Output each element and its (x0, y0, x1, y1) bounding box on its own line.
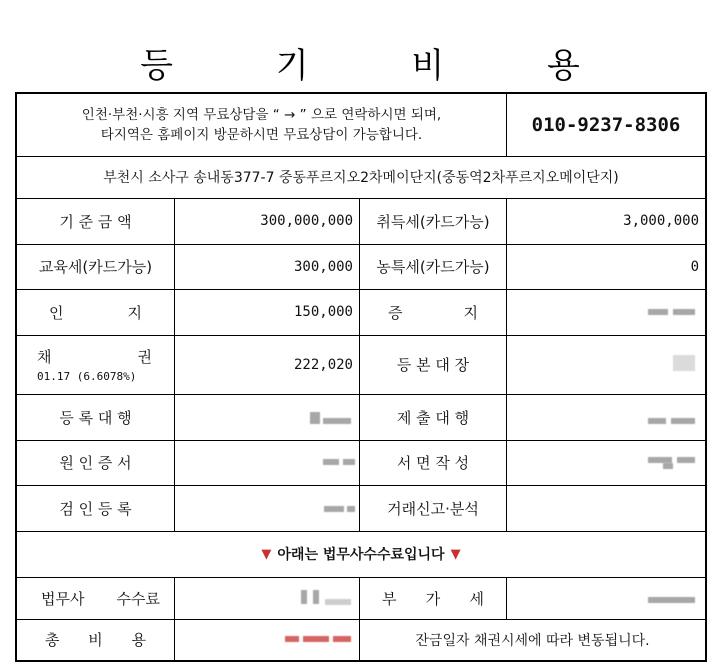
vat-label: 부 가 세 (360, 577, 507, 619)
seal-cert-label: 원 인 증 서 (17, 440, 175, 485)
total-row (17, 619, 705, 660)
submission-agent-value-redacted (507, 394, 705, 440)
table-row (17, 198, 705, 245)
phone-number[interactable]: 010-9237-8306 (531, 114, 681, 136)
total-note: 잔금일자 채권시세에 따라 변동됩니다. (415, 632, 650, 649)
page-title: 등 기 비 용 (140, 46, 626, 86)
bond-value: 222,020 (175, 335, 360, 394)
rural-tax-label: 농특세(카드가능) (360, 244, 507, 289)
copy-fee-label: 등 본 대 장 (360, 335, 507, 394)
notice-line-2: 타지역은 홈페이지 방문하시면 무료상담이 가능합니다. (100, 127, 423, 143)
fee-header-row (17, 531, 705, 578)
notice-line-1: 인천·부천·시흥 지역 무료상담을 “ → ” 으로 연락하시면 되며, (81, 107, 442, 123)
rural-tax-value: 0 (690, 258, 699, 275)
seal-cert-value-redacted (175, 440, 360, 485)
inspection-value-redacted (175, 485, 360, 531)
document-writing-value-redacted (507, 440, 705, 485)
table-row (17, 335, 705, 395)
acquisition-tax-value: 3,000,000 (623, 213, 699, 229)
notice-text (17, 94, 507, 156)
fee-header (17, 531, 705, 577)
transaction-report-label: 거래신고·분석 (360, 485, 507, 531)
table-row (17, 577, 705, 620)
base-amount-value: 300,000,000 (175, 198, 360, 244)
submission-agent-label: 제 출 대 행 (360, 394, 507, 440)
document-writing-label: 서 면 작 성 (360, 440, 507, 485)
down-arrow-icon: ▼ (450, 546, 461, 562)
base-amount-label: 기 준 금 액 (17, 198, 175, 244)
education-tax-value: 300,000 (175, 244, 360, 289)
education-tax-label: 교육세(카드가능) (17, 244, 175, 289)
total-value-redacted (175, 619, 360, 660)
stamp-label: 인 지 (17, 289, 175, 335)
lawyer-fee-label: 법무사 수수료 (17, 577, 175, 619)
address-row (17, 156, 705, 199)
lawyer-fee-value-redacted (175, 577, 360, 619)
vat-value-redacted (507, 577, 705, 619)
bond-rate: 01.17 (6.6078%) (37, 370, 137, 383)
registration-agent-label: 등 록 대 행 (17, 394, 175, 440)
total-label: 총 비 용 (17, 619, 175, 660)
inspection-label: 검 인 등 록 (17, 485, 175, 531)
table-row (17, 485, 705, 532)
notice-row (17, 94, 705, 157)
table-row (17, 440, 705, 486)
table-row (17, 289, 705, 336)
certificate-label: 증 지 (360, 289, 507, 335)
table-row (17, 394, 705, 441)
stamp-value: 150,000 (175, 289, 360, 335)
fee-header-text: 아래는 법무사수수료입니다 (277, 547, 445, 563)
bond-label: 채 권 01.17 (6.6078%) (17, 335, 175, 394)
table-row (17, 244, 705, 290)
property-address: 부천시 소사구 송내동377-7 중동푸르지오2차메이단지(중동역2차푸르지오메이단지) (103, 170, 619, 186)
cost-table (15, 92, 707, 662)
certificate-value-redacted (507, 289, 705, 335)
down-arrow-icon: ▼ (261, 546, 272, 562)
copy-fee-value-redacted (507, 335, 705, 394)
registration-agent-value-redacted (175, 394, 360, 440)
acquisition-tax-label: 취득세(카드가능) (360, 198, 507, 244)
transaction-report-value (507, 485, 705, 531)
